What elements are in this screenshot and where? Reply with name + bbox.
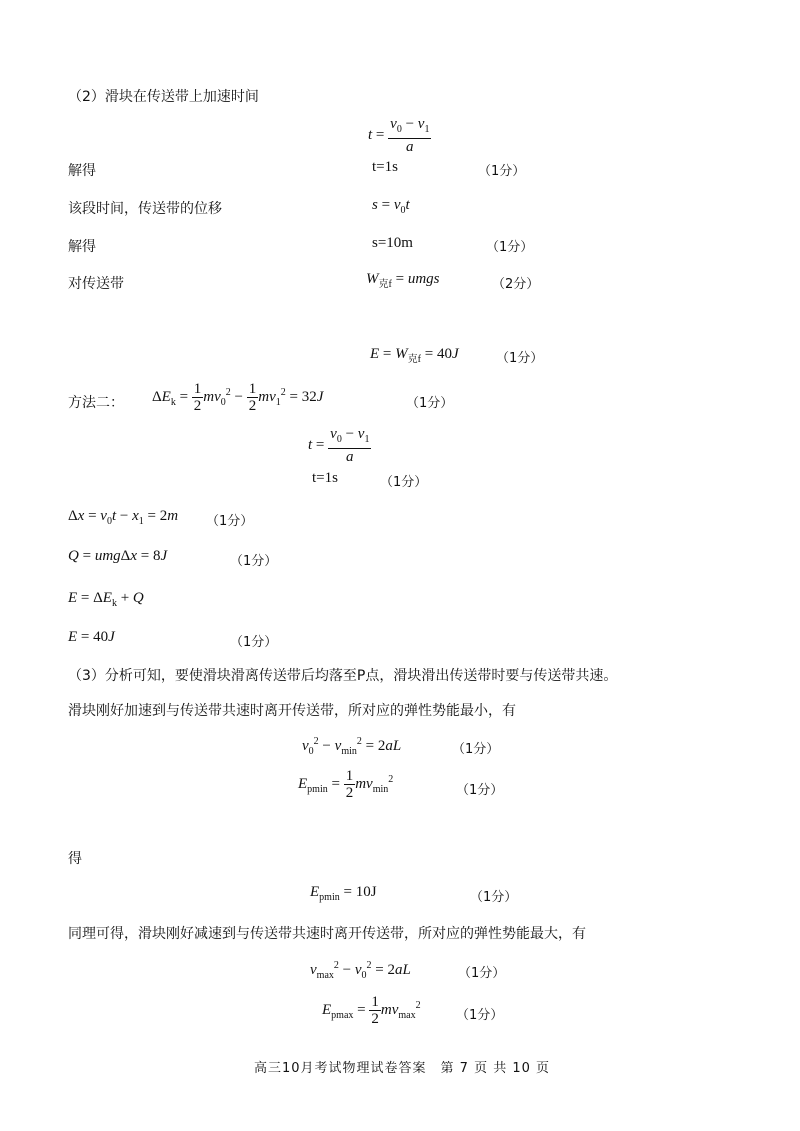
score-6: （1分） <box>380 475 428 490</box>
formula-delta-ek: $\Delta E_k$ = $\frac{1}{2}$ $mv_0^2$ − $\frac{1}{2}$ $mv_1^2 = 32J$ <box>152 381 324 414</box>
page-footer: 高三10月考试物理试卷答案 第 7 页 共 10 页 <box>254 1061 551 1076</box>
formula-ep-min: $E_{pmin}$ = $\frac{1}{2}$ $mv_{min}^2$ <box>298 768 394 801</box>
score-4: （1分） <box>496 351 544 366</box>
part3-line2: 滑块刚好加速到与传送带共速时离开传送带，所对应的弹性势能最小，有 <box>68 703 516 719</box>
formula-work: $W_{克f}$ = umgs <box>366 271 440 290</box>
solve-label-1: 解得 <box>68 163 96 179</box>
belt-label: 对传送带 <box>68 276 124 292</box>
formula-e-sum: $E = \Delta E_k + Q$ <box>68 590 144 609</box>
score-9: （1分） <box>230 635 278 650</box>
score-2: （1分） <box>486 240 534 255</box>
similar-line: 同理可得，滑块刚好减速到与传送带共速时离开传送带，所对应的弹性势能最大，有 <box>68 926 586 942</box>
formula-e-total: E = 40J <box>68 629 115 645</box>
score-5: （1分） <box>406 396 454 411</box>
solve-label-2: 解得 <box>68 239 96 255</box>
formula-vmin: $v_0^2 - v_{min}^2 = 2aL$ <box>302 736 402 757</box>
formula-ep-max: $E_{pmax}$ = $\frac{1}{2}$ $mv_{max}^2$ <box>322 994 421 1027</box>
score-7: （1分） <box>206 514 254 529</box>
displacement-label: 该段时间，传送带的位移 <box>68 201 222 217</box>
score-1: （1分） <box>478 164 526 179</box>
formula-vmax: $v_{max}^2 - v_0^2 = 2aL$ <box>310 960 411 981</box>
formula-heat-q: Q = umgΔx = 8J <box>68 548 168 564</box>
score-10: （1分） <box>452 742 500 757</box>
formula-energy: $E = W_{克f} = 40J$ <box>370 346 459 365</box>
formula-t-result-2: t=1s <box>312 470 338 486</box>
part2-title: （2）滑块在传送带上加速时间 <box>68 89 259 105</box>
score-3: （2分） <box>492 277 540 292</box>
formula-delta-x: $\Delta x = v_0t - x_1 = 2m$ <box>68 508 179 527</box>
score-8: （1分） <box>230 554 278 569</box>
de-label: 得 <box>68 851 82 867</box>
score-12: （1分） <box>470 890 518 905</box>
score-11: （1分） <box>456 783 504 798</box>
formula-s-result: s=10m <box>372 235 413 251</box>
formula-t-fraction-2: t = $\frac{v_0 - v_1}{a}$ <box>308 426 370 465</box>
score-14: （1分） <box>456 1008 504 1023</box>
formula-s: $s = v_0t$ <box>372 197 410 216</box>
method2-label: 方法二： <box>68 395 124 411</box>
formula-t-fraction: t = $\frac{v_0 - v_1}{a}$ <box>368 116 430 155</box>
formula-ep-min-result: $E_{pmin} = 10J$ <box>310 884 377 903</box>
part3-line1: （3）分析可知，要使滑块滑离传送带后均落至P点，滑块滑出传送带时要与传送带共速。 <box>68 668 618 684</box>
formula-t-result: t=1s <box>372 159 398 175</box>
score-13: （1分） <box>458 966 506 981</box>
